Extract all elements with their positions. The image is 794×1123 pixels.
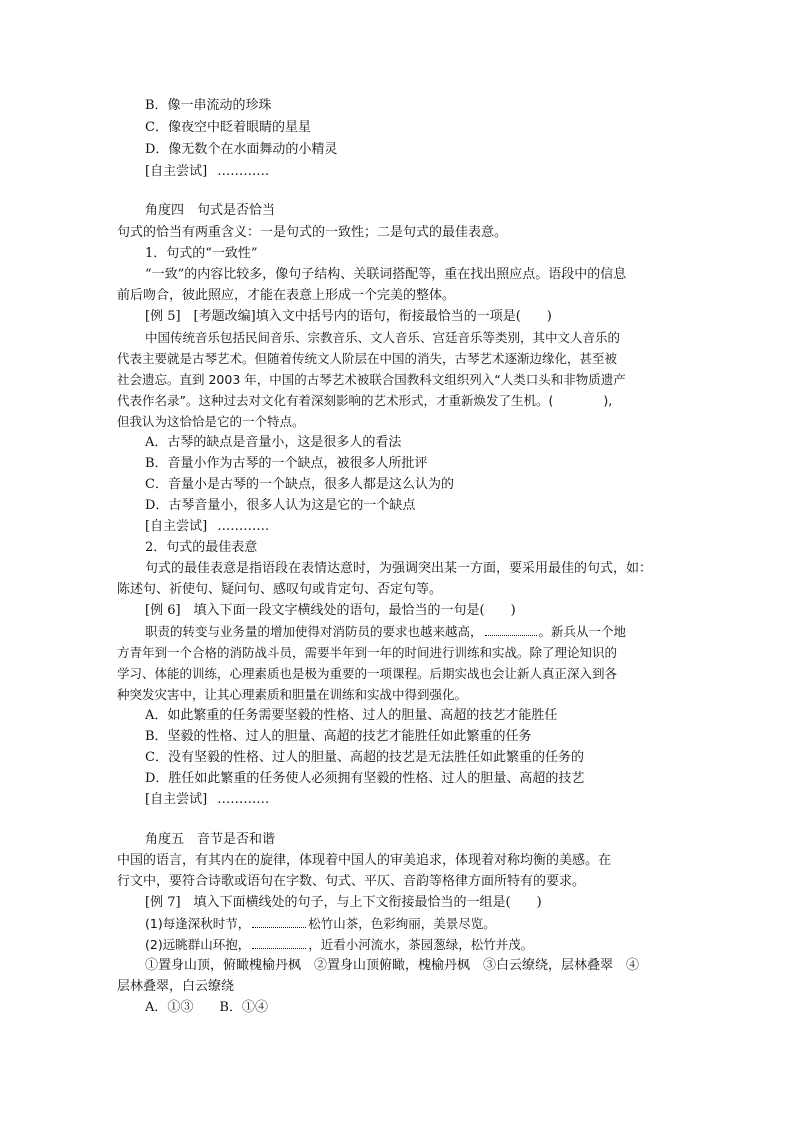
paragraph-line: 行文中，要符合诗歌或语句在字数、句式、平仄、音韵等格律方面所特有的要求。	[117, 874, 586, 889]
self-try-line	[145, 790, 715, 810]
self-try-line	[145, 162, 715, 182]
self-try-line	[145, 517, 715, 537]
example6-option-b: B．坚毅的性格、过人的胆量、高超的技艺才能胜任如此繁重的任务	[145, 729, 532, 744]
self-try-dots: …………	[217, 519, 270, 534]
example6-text-line: 方青年到一个合格的消防战斗员，需要半年到一年的时间进行训练和实战。除了理论知识的	[117, 645, 618, 660]
option-c: C．像夜空中眨着眼睛的星星	[145, 120, 311, 135]
example7-sentence-1	[145, 914, 715, 934]
example7-s2-before: (2)远眺群山环抱，	[145, 937, 251, 952]
example5-text-line: 代表作名录”。这种过去对文化有着深刻影响的艺术形式，才重新焕发了生机。( ),	[117, 393, 613, 408]
example5-title: [例 5] [考题改编]填入文中括号内的语句，衔接最恰当的一项是( )	[145, 309, 552, 324]
subheading-consistency: 1．句式的“一致性”	[145, 246, 258, 261]
example6-option-a: A．如此繁重的任务需要坚毅的性格、过人的胆量、高超的技艺才能胜任	[145, 708, 558, 723]
paragraph-line: 中国的语言，有其内在的旋律，体现着中国人的审美追求，体现着对称均衡的美感。在	[117, 853, 612, 868]
paragraph-line: 前后吻合，彼此照应，才能在表意上形成一个完美的整体。	[117, 288, 456, 303]
self-try-label: [自主尝试]	[145, 792, 208, 807]
example6-text-line: 学习、体能的训练，心理素质也是极为重要的一项课程。后期实战也会让新人真正深入到各	[117, 666, 618, 681]
example6-title: [例 6] 填入下面一段文字横线处的语句，最恰当的一句是( )	[145, 603, 516, 618]
angle4-intro: 句式的恰当有两重含义：一是句式的一致性；二是句式的最佳表意。	[117, 225, 508, 240]
example5-text-line: 社会遗忘。直到 2003 年，中国的古琴艺术被联合国教科文组织列入“人类口头和非物质遗产	[117, 372, 626, 387]
option-b: B．像一串流动的珍珠	[145, 98, 272, 113]
example7-choices-line: 层林叠翠，白云缭绕	[117, 979, 235, 994]
example5-option-c: C．音量小是古琴的一个缺点，很多人都是这么认为的	[145, 477, 454, 492]
example5-text-line: 代表主要就是古琴艺术。但随着传统文人阶层在中国的消失，古琴艺术逐渐边缘化，甚至被	[117, 351, 618, 366]
example7-s1-after: 松竹山茶，色彩绚丽，美景尽览。	[308, 916, 496, 931]
subheading-best-expression: 2．句式的最佳表意	[145, 540, 258, 555]
self-try-dots: …………	[217, 164, 270, 179]
answer-blank	[485, 623, 537, 636]
example6-option-d: D．胜任如此繁重的任务使人必须拥有坚毅的性格、过人的胆量、高超的技艺	[145, 771, 585, 786]
paragraph-line: 句式的最佳表意是指语段在表情达意时，为强调突出某一方面，要采用最佳的句式，如：	[145, 561, 653, 576]
example5-text-line: 中国传统音乐包括民间音乐、宗教音乐、文人音乐、宫廷音乐等类别，其中文人音乐的	[145, 330, 621, 345]
example7-title: [例 7] 填入下面横线处的句子，与上下文衔接最恰当的一组是( )	[145, 895, 542, 910]
example6-text-after-blank: 。新兵从一个地	[538, 624, 627, 639]
example5-text-line: 但我认为这恰恰是它的一个特点。	[117, 414, 305, 429]
example7-answer-options: A．①③ B．①④	[145, 1000, 268, 1015]
example7-sentence-2	[145, 935, 715, 955]
answer-blank	[252, 936, 306, 949]
self-try-dots: …………	[217, 792, 270, 807]
paragraph-line: 陈述句、祈使句、疑问句、感叹句或肯定句、否定句等。	[117, 582, 443, 597]
example6-option-c: C．没有坚毅的性格、过人的胆量、高超的技艺是无法胜任如此繁重的任务的	[145, 750, 584, 765]
example7-s1-before: (1)每逢深秋时节，	[145, 916, 251, 931]
answer-blank	[252, 915, 306, 928]
section-heading-angle5: 角度五 音节是否和谐	[145, 832, 276, 847]
example6-text-line: 种突发灾害中，让其心理素质和胆量在训练和实战中得到强化。	[117, 687, 468, 702]
example7-choices-line: ①置身山顶，俯瞰槐榆丹枫 ②置身山顶俯瞰，槐榆丹枫 ③白云缭绕，层林叠翠 ④	[145, 958, 640, 973]
self-try-label: [自主尝试]	[145, 519, 208, 534]
example5-option-d: D．古琴音量小，很多人认为这是它的一个缺点	[145, 498, 416, 513]
example5-option-b: B．音量小作为古琴的一个缺点，被很多人所批评	[145, 456, 428, 471]
self-try-label: [自主尝试]	[145, 164, 208, 179]
example6-text-before-blank: 职责的转变与业务量的增加使得对消防员的要求也越来越高，	[145, 624, 483, 639]
example6-text-line	[145, 622, 715, 642]
example5-option-a: A．古琴的缺点是音量小，这是很多人的看法	[145, 435, 402, 450]
option-d: D．像无数个在水面舞动的小精灵	[145, 142, 338, 157]
example7-s2-after: ，近看小河流水，茶园葱绿，松竹并茂。	[308, 937, 534, 952]
paragraph-line: “一致”的内容比较多，像句子结构、关联词搭配等，重在找出照应点。语段中的信息	[145, 267, 627, 282]
section-heading-angle4: 角度四 句式是否恰当	[145, 203, 276, 218]
